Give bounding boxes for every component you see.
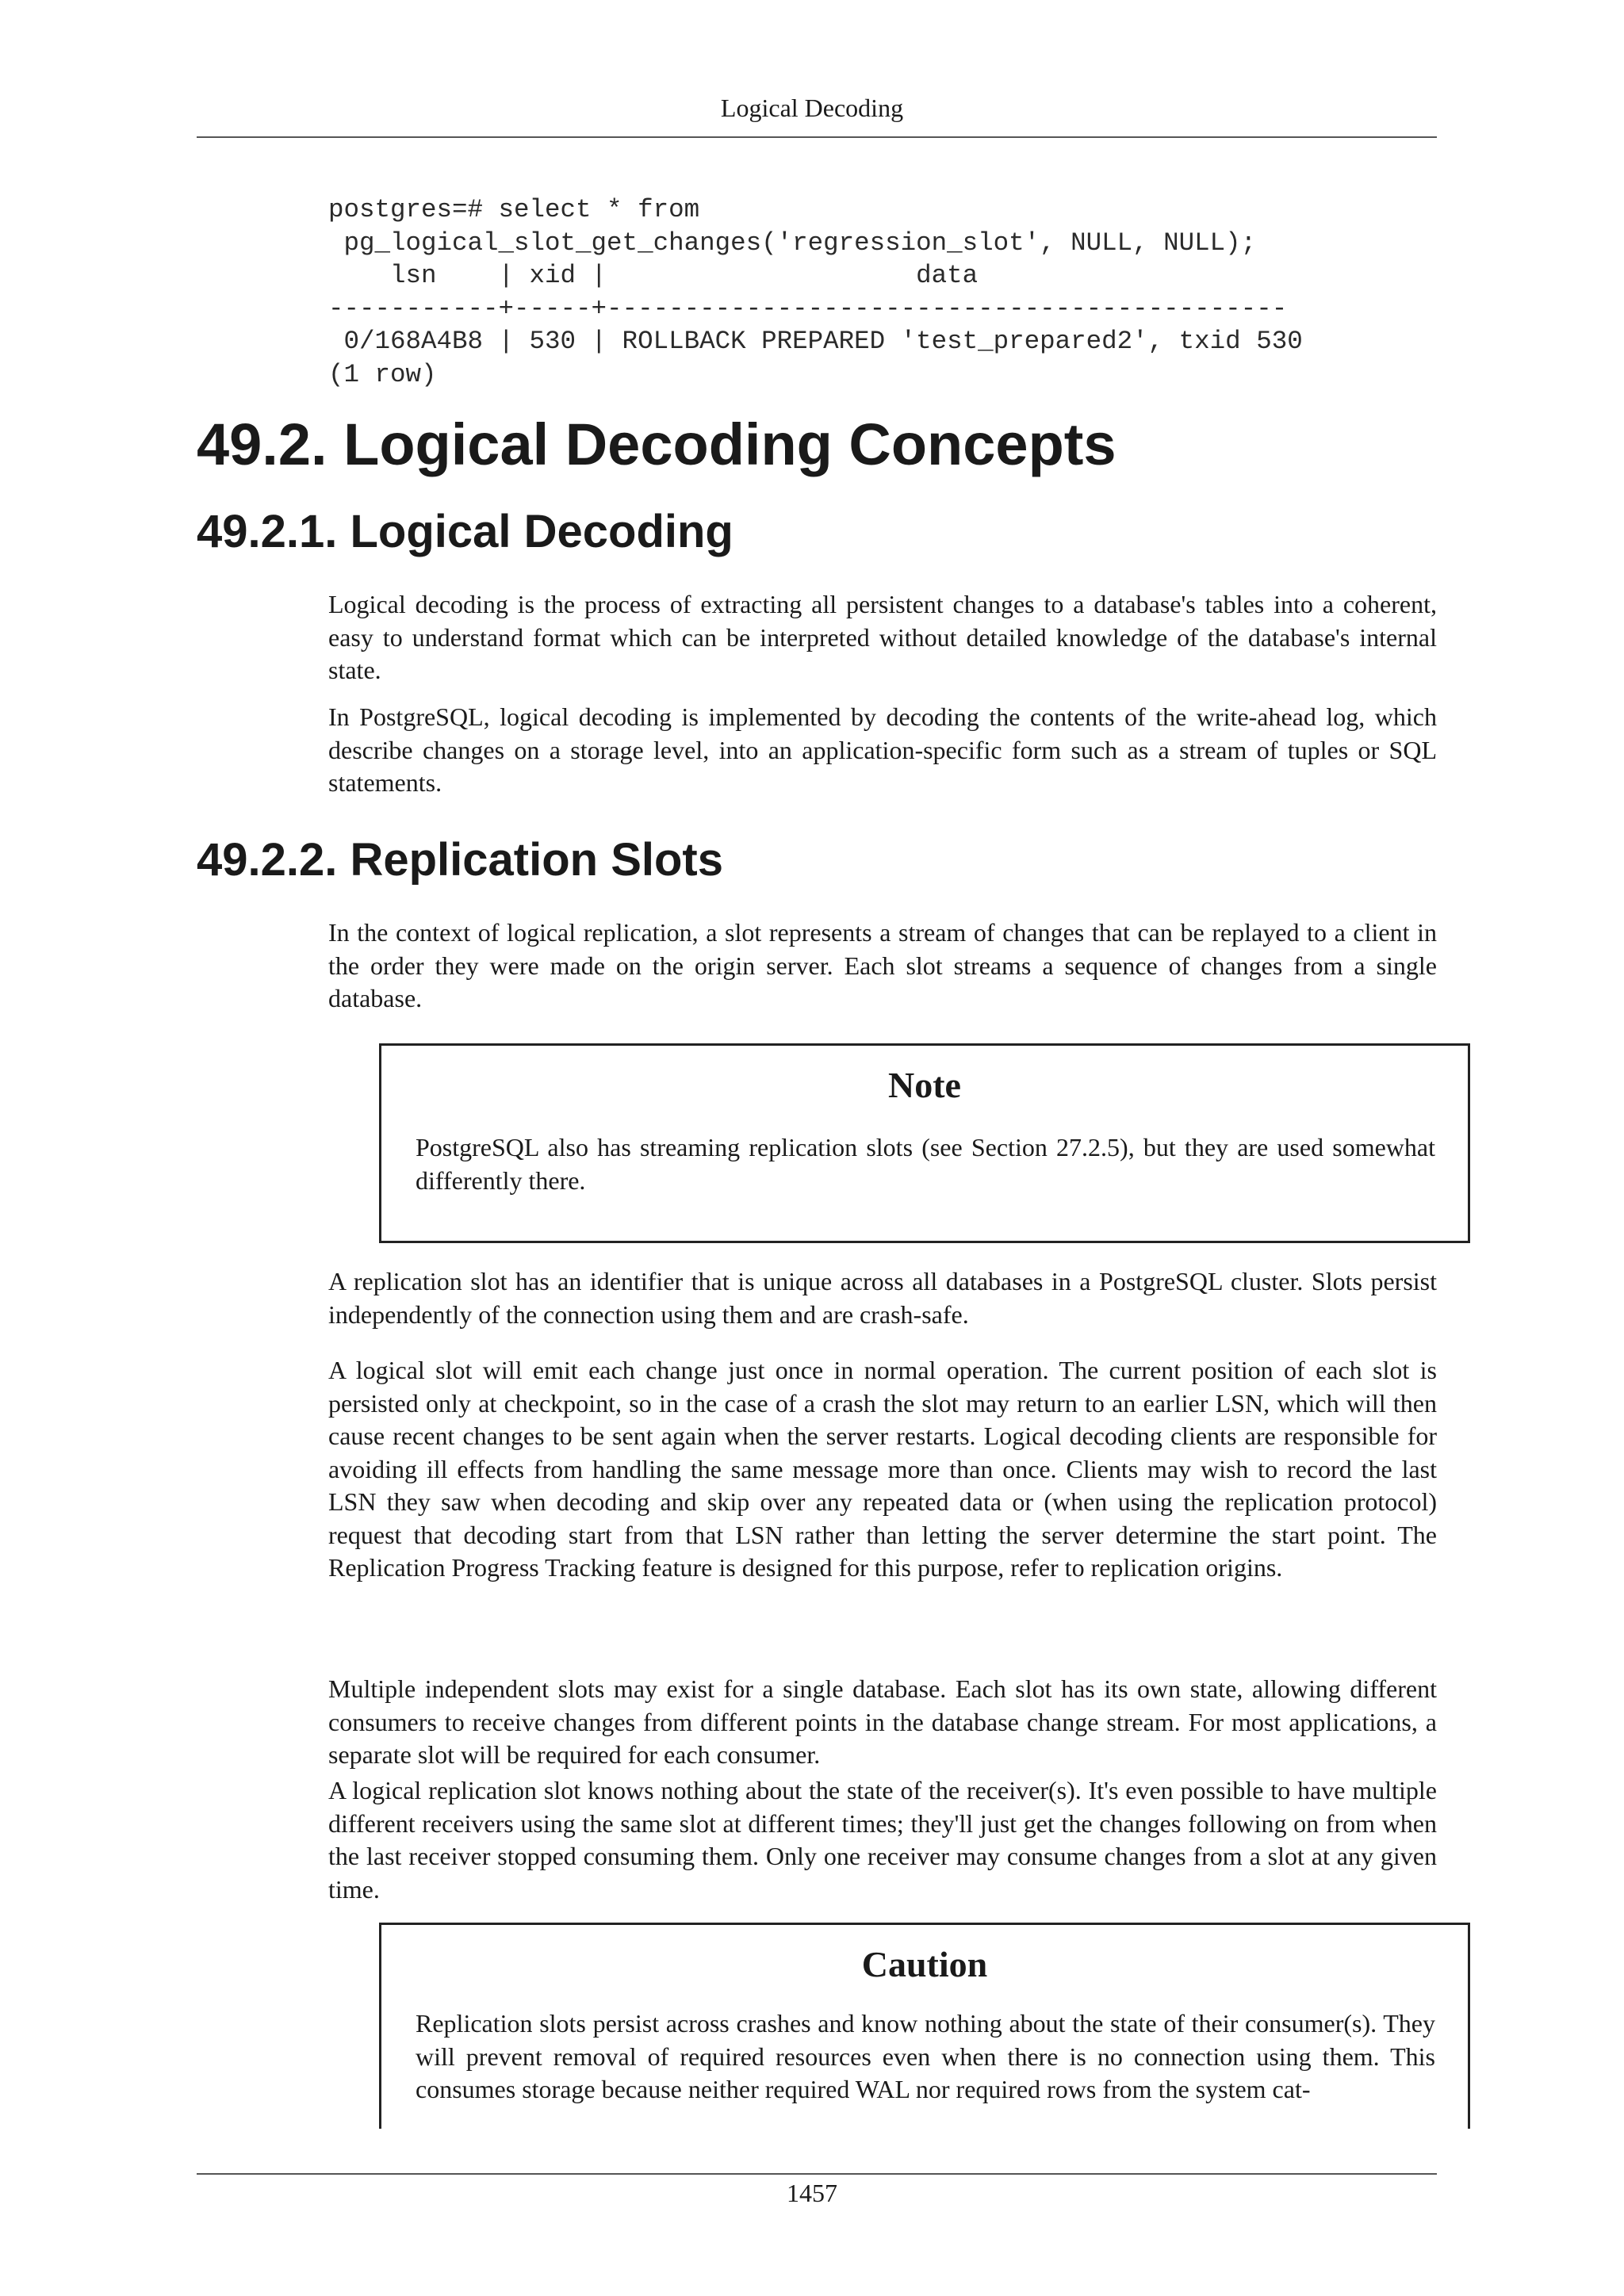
subsection-heading-logical-decoding: 49.2.1. Logical Decoding: [197, 506, 733, 557]
paragraph: In PostgreSQL, logical decoding is implemented by decoding the contents of the write-ahead log, which describe changes on a storage level, into an application-specific form such as a stream of tuples or SQL statements.: [328, 702, 1437, 797]
code-example: postgres=# select * from pg_logical_slot_get_changes('regression_slot', NULL, NULL); lsn | xid | data -----------+-----+-------------------------------------------- 0/168A4B8 | 530 | ROLLBACK PREPARED 'test_prepared2', txid 530 (1 row): [328, 195, 1303, 389]
paragraph: A logical slot will emit each change just once in normal operation. The current position of each slot is persisted only at checkpoint, so in the case of a crash the slot may return to an earlier LSN, which will then cause recent changes to be sent again when the server restarts. Logical decoding clients are responsible for avoiding ill effects from handling the same message more than once. Clients may wish to record the last LSN they saw when decoding and skip over any repeated data or (when using the replication protocol) request that decoding start from that LSN rather than letting the server determine the start point. The Replication Progress Tracking feature is designed for this purpose, refer to replication origins.: [328, 1356, 1437, 1582]
caution-text: Replication slots persist across crashes and know nothing about the state of their consumer(s). They will prevent removal of required resources even when there is no connection using them. This consumes storage because neither required WAL nor required rows from the system cat-: [416, 2009, 1435, 2103]
paragraph: Logical decoding is the process of extracting all persistent changes to a database's tables into a coherent, easy to understand format which can be interpreted without detailed knowledge of the database's internal state.: [328, 590, 1437, 684]
note-title: Note: [888, 1065, 961, 1105]
caution-title: Caution: [861, 1944, 988, 1984]
section-heading: 49.2. Logical Decoding Concepts: [197, 411, 1116, 477]
footer-rule: [197, 2173, 1437, 2175]
paragraph: A replication slot has an identifier that is unique across all databases in a PostgreSQL cluster. Slots persist independently of the connection using them and are crash-safe.: [328, 1267, 1437, 1329]
running-header: Logical Decoding: [720, 94, 904, 122]
note-box: [379, 1043, 1470, 1243]
paragraph: In the context of logical replication, a slot represents a stream of changes that can be replayed to a client in the order they were made on the origin server. Each slot streams a sequence of changes from a single database.: [328, 918, 1437, 1012]
page-number: 1457: [787, 2179, 837, 2207]
caution-box: [379, 1923, 1470, 2129]
paragraph: Multiple independent slots may exist for a single database. Each slot has its own state, allowing different consumers to receive changes from different points in the database change stream. For most applications, a separate slot will be required for each consumer.: [328, 1674, 1437, 1769]
paragraph: A logical replication slot knows nothing about the state of the receiver(s). It's even possible to have multiple different receivers using the same slot at different times; they'll just get the changes following on from when the last receiver stopped consuming them. Only one receiver may consume changes from a slot at any given time.: [328, 1776, 1437, 1904]
subsection-heading-replication-slots: 49.2.2. Replication Slots: [197, 834, 723, 886]
header-rule: [197, 136, 1437, 138]
note-text: PostgreSQL also has streaming replication slots (see Section 27.2.5), but they are used somewhat differently there.: [416, 1133, 1435, 1195]
